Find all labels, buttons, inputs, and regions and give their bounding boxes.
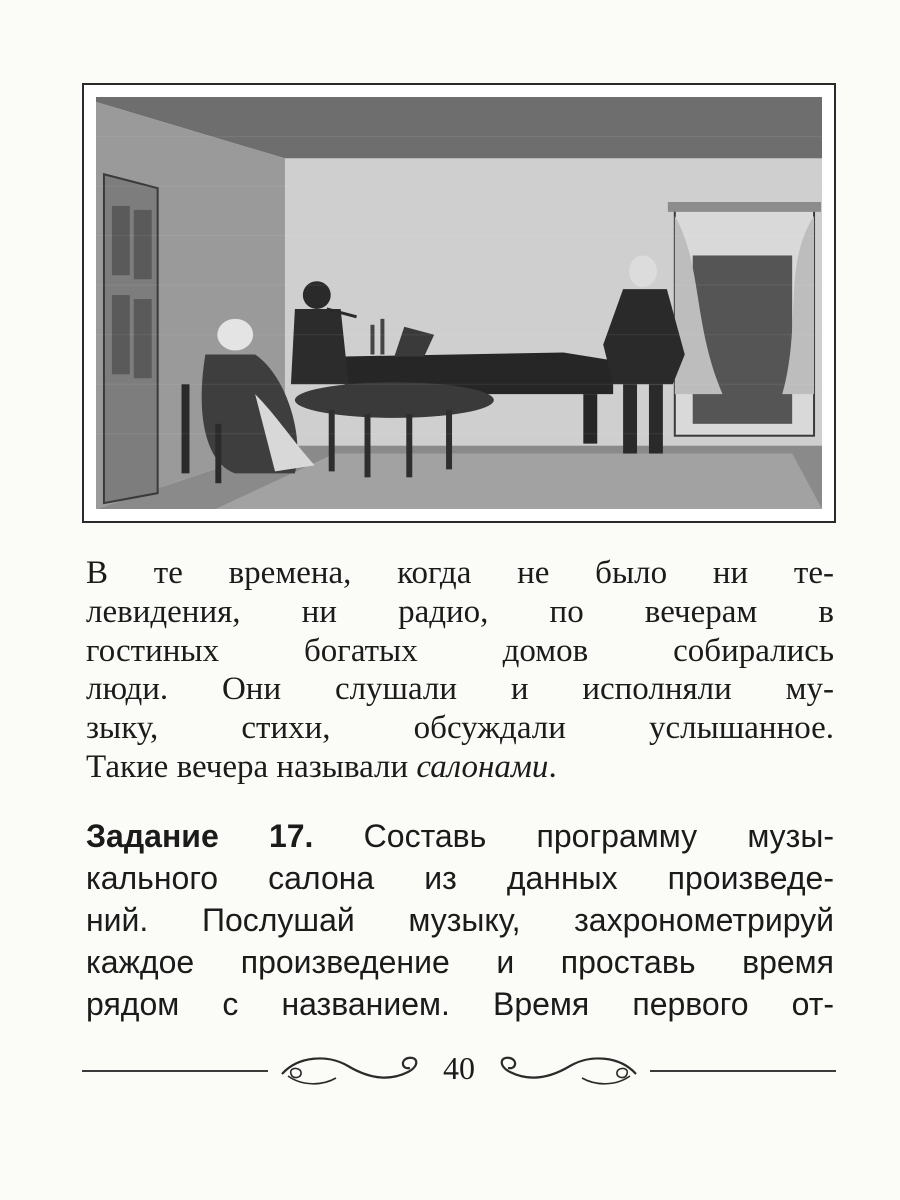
- page-number: 40: [443, 1050, 475, 1086]
- task-label: Задание 17.: [86, 818, 314, 854]
- footer-rule-left: [82, 1070, 268, 1072]
- story-line: В те времена, когда не было ни те-: [86, 555, 834, 591]
- story-line-last: [86, 748, 834, 787]
- flourish-left-icon: [278, 1048, 428, 1092]
- story-last-prefix: Такие вечера называли: [86, 748, 417, 785]
- story-line: люди. Они слушали и исполняли му-: [86, 671, 834, 708]
- story-line: гостиных богатых домов собирались: [86, 632, 834, 669]
- salon-engraving-icon: [96, 97, 822, 509]
- task-line: кального салона из данных произведе-: [86, 860, 834, 896]
- flourish-right-icon: [490, 1048, 640, 1092]
- task-line-first: [86, 815, 834, 857]
- task-first-rest: Составь программу музы-: [313, 818, 835, 854]
- salon-term: салонами: [416, 748, 549, 785]
- story-line: зыку, стихи, обсуждали услышанное.: [86, 710, 834, 747]
- story-last-suffix: .: [548, 748, 557, 785]
- task-line: ний. Послушай музыку, захронометрируй: [86, 902, 834, 938]
- task-line: каждое произведение и проставь время: [86, 944, 834, 980]
- salon-illustration: [82, 83, 836, 523]
- task-paragraph: [86, 815, 834, 1025]
- task-line: рядом с названием. Время первого от-: [86, 986, 834, 1022]
- footer-rule-right: [650, 1070, 836, 1072]
- story-paragraph: [86, 554, 834, 787]
- page-footer: [82, 1040, 836, 1100]
- story-line: левидения, ни радио, по вечерам в: [86, 593, 834, 630]
